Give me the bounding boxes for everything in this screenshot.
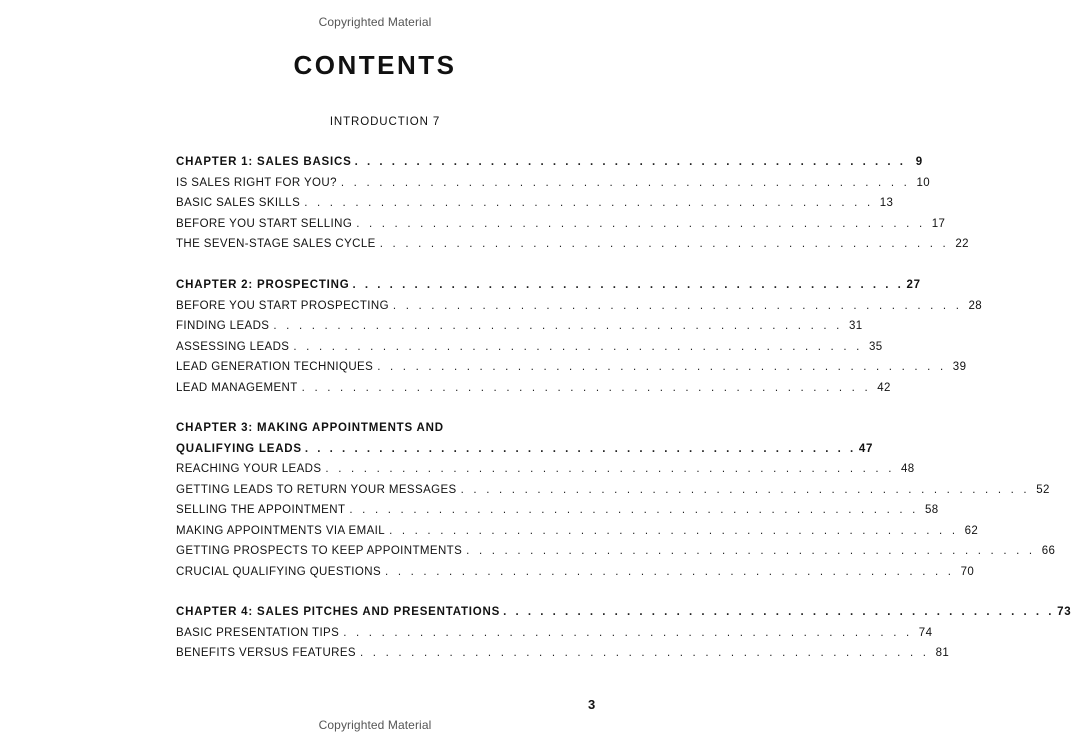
toc-entry-title: IS SALES RIGHT FOR YOU? bbox=[176, 176, 337, 189]
toc-page-number: 58 bbox=[924, 504, 939, 516]
toc-section-entry bbox=[176, 381, 891, 398]
toc-page-number: 81 bbox=[935, 647, 950, 659]
toc-section-entry bbox=[176, 197, 894, 213]
toc-page-number: 48 bbox=[901, 463, 915, 475]
toc-entry-title: CHAPTER 4: SALES PITCHES AND PRESENTATIONS bbox=[176, 606, 501, 618]
toc-entry-title: LEAD MANAGEMENT bbox=[176, 381, 298, 394]
toc-entry-title: SELLING THE APPOINTMENT bbox=[176, 504, 346, 516]
toc-entry-title: MAKING APPOINTMENTS VIA EMAIL bbox=[176, 524, 386, 537]
toc-dot-leader: . . . . . . . . . . . . . . . . . . . . . . . . . . . . . . . . . . . . . . . . . . . . . bbox=[304, 442, 857, 455]
toc-page-number: 35 bbox=[868, 340, 883, 353]
toc-chapter-entry bbox=[176, 606, 1071, 622]
toc-entry-title: BASIC SALES SKILLS bbox=[176, 197, 301, 209]
toc-entry-title: REACHING YOUR LEADS bbox=[176, 463, 322, 475]
toc-page-number: 66 bbox=[1041, 545, 1056, 557]
toc-page-number: 74 bbox=[918, 626, 933, 639]
toc-dot-leader: . . . . . . . . . . . . . . . . . . . . . . . . . . . . . . . . . . . . . . . . . . . . . bbox=[301, 381, 871, 394]
toc-dot-leader: . . . . . . . . . . . . . . . . . . . . . . . . . . . . . . . . . . . . . . . . . . . . . bbox=[385, 565, 955, 578]
toc-page-number: 17 bbox=[931, 217, 946, 230]
page-number: 3 bbox=[588, 697, 596, 712]
toc-section-entry bbox=[176, 545, 1056, 561]
toc-dot-leader: . . . . . . . . . . . . . . . . . . . . . . . . . . . . . . . . . . . . . . . . . . . . . bbox=[340, 176, 911, 189]
toc-page-number: 39 bbox=[952, 361, 967, 373]
page-title: CONTENTS bbox=[293, 50, 457, 80]
toc-section-entry bbox=[176, 483, 1050, 500]
toc-dot-leader: . . . . . . . . . . . . . . . . . . . . . . . . . . . . . . . . . . . . . . . . . . . . . bbox=[354, 156, 906, 168]
toc-introduction: INTRODUCTION 7 bbox=[329, 116, 441, 128]
toc-section-entry bbox=[176, 524, 979, 541]
toc-entry-title: BEFORE YOU START PROSPECTING bbox=[176, 299, 389, 312]
toc-chapter-entry bbox=[176, 279, 921, 295]
toc-dot-leader: . . . . . . . . . . . . . . . . . . . . . . . . . . . . . . . . . . . . . . . . . . . . . bbox=[356, 217, 926, 230]
toc-page-number: 10 bbox=[916, 176, 931, 189]
toc-dot-leader: . . . . . . . . . . . . . . . . . . . . . . . . . . . . . . . . . . . . . . . . . . . . . bbox=[293, 340, 863, 353]
toc-entry-title: THE SEVEN-STAGE SALES CYCLE bbox=[176, 238, 376, 250]
toc-section-entry bbox=[176, 340, 883, 357]
toc-entry-title: GETTING LEADS TO RETURN YOUR MESSAGES bbox=[176, 483, 457, 496]
toc-page-number: 13 bbox=[879, 197, 894, 209]
toc-page-number: 27 bbox=[906, 279, 921, 291]
toc-chapter-entry bbox=[176, 442, 874, 459]
toc-section-entry bbox=[176, 647, 950, 663]
toc-dot-leader: . . . . . . . . . . . . . . . . . . . . . . . . . . . . . . . . . . . . . . . . . . . . . bbox=[352, 279, 904, 291]
toc-entry-title: BENEFITS VERSUS FEATURES bbox=[176, 647, 356, 659]
toc-page-number: 73 bbox=[1057, 606, 1071, 618]
toc-chapter-entry bbox=[176, 156, 923, 172]
toc-entry-title: CHAPTER 2: PROSPECTING bbox=[176, 279, 350, 291]
toc-section-entry bbox=[176, 565, 975, 582]
toc-entry-title: QUALIFYING LEADS bbox=[176, 442, 302, 455]
toc-dot-leader: . . . . . . . . . . . . . . . . . . . . . . . . . . . . . . . . . . . . . . . . . . . . . bbox=[466, 545, 1036, 557]
toc-dot-leader: . . . . . . . . . . . . . . . . . . . . . . . . . . . . . . . . . . . . . . . . . . . . . bbox=[379, 238, 949, 250]
toc-section-entry bbox=[176, 361, 967, 377]
toc-section-entry bbox=[176, 504, 939, 520]
toc-entry-title: CRUCIAL QUALIFYING QUESTIONS bbox=[176, 565, 382, 578]
toc-dot-leader: . . . . . . . . . . . . . . . . . . . . . . . . . . . . . . . . . . . . . . . . . . . . . bbox=[392, 299, 963, 312]
toc-page-number: 52 bbox=[1036, 483, 1050, 496]
toc-dot-leader: . . . . . . . . . . . . . . . . . . . . . . . . . . . . . . . . . . . . . . . . . . . . . bbox=[325, 463, 895, 475]
toc-dot-leader: . . . . . . . . . . . . . . . . . . . . . . . . . . . . . . . . . . . . . . . . . . . . . bbox=[304, 197, 874, 209]
toc-section-entry bbox=[176, 463, 915, 479]
toc-section-entry bbox=[176, 176, 931, 193]
toc-page-number: 47 bbox=[858, 442, 874, 455]
toc-dot-leader: . . . . . . . . . . . . . . . . . . . . . . . . . . . . . . . . . . . . . . . . . . . . . bbox=[503, 606, 1055, 618]
toc-page-number: 70 bbox=[960, 565, 975, 578]
toc-entry-title: LEAD GENERATION TECHNIQUES bbox=[176, 361, 374, 373]
toc-chapter-entry bbox=[176, 422, 546, 438]
toc-page-number: 28 bbox=[968, 299, 983, 312]
toc-entry-title: BEFORE YOU START SELLING bbox=[176, 217, 353, 230]
copyright-watermark-top: Copyrighted Material bbox=[318, 15, 432, 29]
toc-section-entry bbox=[176, 320, 863, 336]
toc-entry-title: GETTING PROSPECTS TO KEEP APPOINTMENTS bbox=[176, 545, 463, 557]
toc-section-entry bbox=[176, 626, 933, 643]
toc-page-number: 42 bbox=[877, 381, 891, 394]
toc-page-number: 31 bbox=[848, 320, 863, 332]
toc-entry-title: CHAPTER 1: SALES BASICS bbox=[176, 156, 352, 168]
toc-dot-leader: . . . . . . . . . . . . . . . . . . . . . . . . . . . . . . . . . . . . . . . . . . . . . bbox=[377, 361, 947, 373]
toc-entry-title: FINDING LEADS bbox=[176, 320, 270, 332]
toc-dot-leader: . . . . . . . . . . . . . . . . . . . . . . . . . . . . . . . . . . . . . . . . . . . . . bbox=[360, 647, 930, 659]
toc-dot-leader: . . . . . . . . . . . . . . . . . . . . . . . . . . . . . . . . . . . . . . . . . . . . . bbox=[273, 320, 843, 332]
toc-dot-leader: . . . . . . . . . . . . . . . . . . . . . . . . . . . . . . . . . . . . . . . . . . . . . bbox=[389, 524, 959, 537]
toc-entry-title: ASSESSING LEADS bbox=[176, 340, 290, 353]
toc-entry-title: BASIC PRESENTATION TIPS bbox=[176, 626, 340, 639]
toc-section-entry bbox=[176, 238, 969, 254]
toc-entry-title: CHAPTER 3: MAKING APPOINTMENTS AND bbox=[176, 422, 444, 434]
toc-section-entry bbox=[176, 299, 983, 316]
toc-dot-leader: . . . . . . . . . . . . . . . . . . . . . . . . . . . . . . . . . . . . . . . . . . . . . bbox=[349, 504, 919, 516]
toc-dot-leader: . . . . . . . . . . . . . . . . . . . . . . . . . . . . . . . . . . . . . . . . . . . . . bbox=[343, 626, 913, 639]
toc-section-entry bbox=[176, 217, 946, 234]
toc-page-number: 22 bbox=[955, 238, 969, 250]
toc-page-number: 62 bbox=[964, 524, 979, 537]
toc-dot-leader: . . . . . . . . . . . . . . . . . . . . . . . . . . . . . . . . . . . . . . . . . . . . . bbox=[460, 483, 1030, 496]
copyright-watermark-bottom: Copyrighted Material bbox=[318, 718, 432, 732]
toc-page-number: 9 bbox=[915, 156, 923, 168]
